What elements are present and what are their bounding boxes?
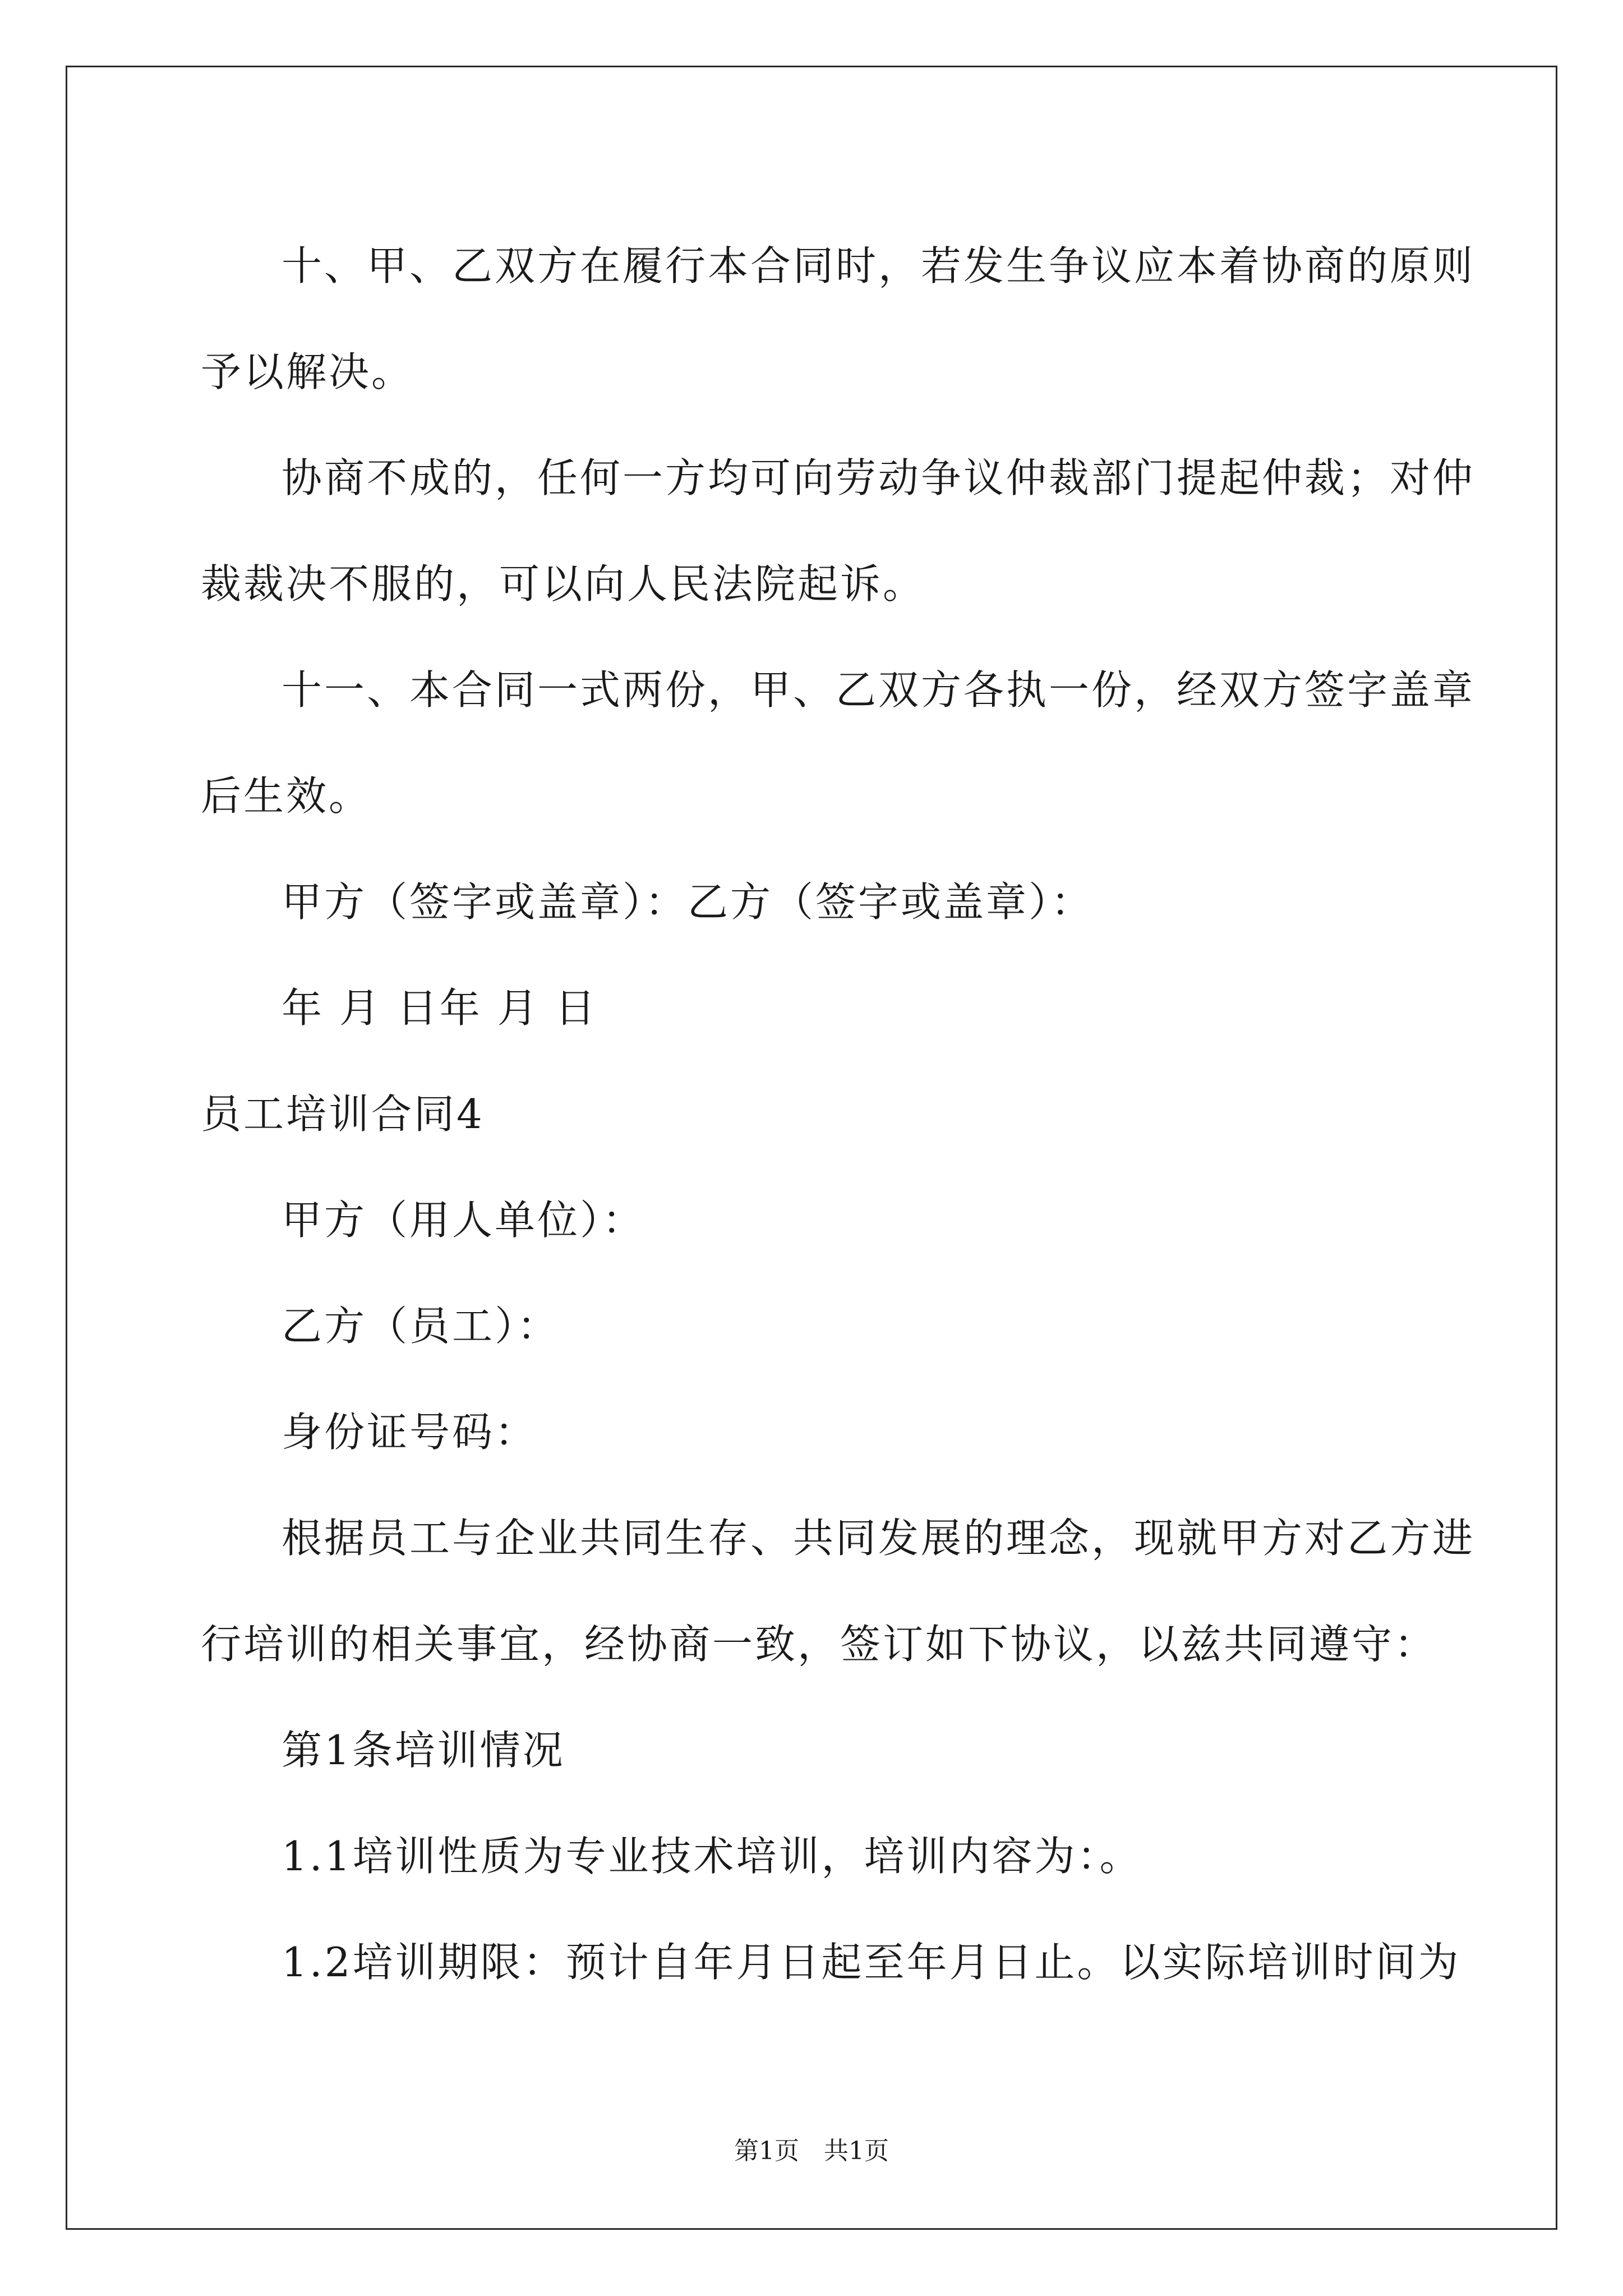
- paragraph-line: 十一、本合同一式两份，甲、乙双方各执一份，经双方签字盖章: [282, 666, 1476, 714]
- clause-line: 1.2培训期限：预计自年月日起至年月日止。以实际培训时间为: [282, 1939, 1461, 1986]
- document-body: [201, 213, 1476, 2016]
- paragraph-line: 协商不成的，任何一方均可向劳动争议仲裁部门提起仲裁；对仲: [282, 454, 1476, 501]
- party-b-line: 乙方（员工）：: [282, 1303, 560, 1350]
- party-a-line: 甲方（用人单位）：: [282, 1197, 645, 1244]
- clause-line: 1.1培训性质为专业技术培训，培训内容为：。: [282, 1833, 1142, 1880]
- id-number-line: 身份证号码：: [282, 1409, 538, 1456]
- paragraph-line: 予以解决。: [201, 348, 414, 395]
- paragraph-line: 行培训的相关事宜，经协商一致，签订如下协议，以兹共同遵守：: [201, 1621, 1437, 1668]
- paragraph-line: 裁裁决不服的，可以向人民法院起诉。: [201, 560, 926, 608]
- page-number-footer: 第1页 共1页: [734, 2137, 889, 2165]
- paragraph-line: 根据员工与企业共同生存、共同发展的理念，现就甲方对乙方进: [282, 1515, 1476, 1562]
- paragraph-line: 十、甲、乙双方在履行本合同时，若发生争议应本着协商的原则: [282, 242, 1476, 289]
- date-line: 年 月 日年 月 日: [282, 984, 598, 1032]
- article-heading: 第1条培训情况: [282, 1727, 565, 1774]
- signature-line: 甲方（签字或盖章）：乙方（签字或盖章）：: [282, 878, 1094, 926]
- section-title: 员工培训合同4: [201, 1091, 485, 1138]
- paragraph-line: 后生效。: [201, 772, 372, 820]
